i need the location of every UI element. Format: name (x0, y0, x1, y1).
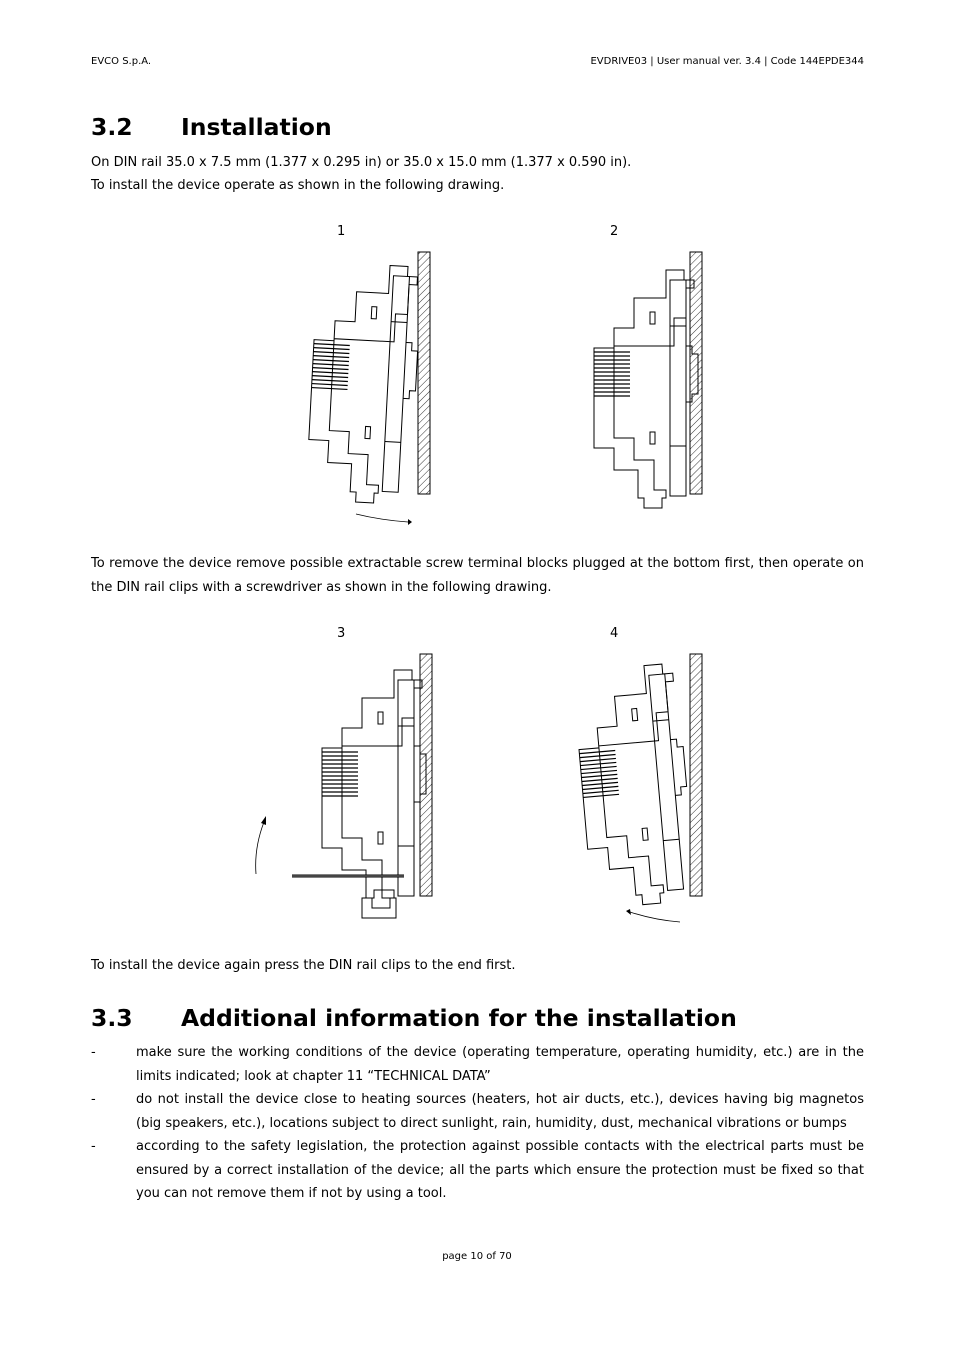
device-step-1 (306, 262, 422, 505)
bullet-marker: - (91, 1092, 96, 1107)
figure-label-1: 1 (337, 224, 346, 239)
figure-label-4: 4 (610, 626, 619, 641)
section-heading-installation (91, 113, 332, 141)
terminal-block (362, 890, 396, 918)
install-instruction-text: To install the device operate as shown in the following drawing. (91, 178, 505, 193)
installation-figure (240, 220, 720, 530)
bullet-marker: - (91, 1045, 96, 1060)
rotate-arrow-3 (256, 822, 264, 874)
installation-drawing (240, 220, 720, 530)
list-item (91, 1088, 864, 1135)
device-step-2 (594, 270, 698, 508)
header-company: EVCO S.p.A. (91, 56, 152, 67)
din-rail-wall-2 (690, 252, 702, 494)
list-item-text: according to the safety legislation, the protection against possible contacts with the electrical parts must be ensured by a correct installation of the device; all the parts which ensure the protection must be fixed so that you can not remove them if not by using a tool. (136, 1139, 864, 1201)
header-doc-ref: EVDRIVE03 | User manual ver. 3.4 | Code 144EPDE344 (590, 56, 864, 67)
section-heading-additional-info (91, 1004, 737, 1032)
bullet-marker: - (91, 1139, 96, 1154)
removal-instruction-text: To remove the device remove possible extractable screw terminal blocks plugged at the bottom first, then operate on the DIN rail clips with a screwdriver as shown in the following drawing. (91, 556, 864, 595)
page-number: page 10 of 70 (442, 1251, 512, 1262)
din-rail-wall-4 (690, 654, 702, 896)
din-rail-wall-1 (418, 252, 430, 494)
device-step-3 (322, 670, 426, 908)
device-step-4 (572, 663, 696, 909)
section-title: Installation (181, 113, 332, 141)
section-title: Additional information for the installation (181, 1004, 737, 1032)
section-number: 3.2 (91, 113, 133, 141)
reinstall-text: To install the device again press the DIN rail clips to the end first. (91, 958, 516, 973)
list-item-text: do not install the device close to heating sources (heaters, hot air ducts, etc.), devices having big magnetos (big speakers, etc.), locations subject to direct sunlight, rain, humidity, dust, mechanical vibrations or bumps (136, 1092, 864, 1131)
list-item (91, 1135, 864, 1206)
list-item (91, 1041, 864, 1088)
removal-figure (240, 622, 720, 932)
additional-info-list (91, 1041, 864, 1206)
din-rail-wall-3 (420, 654, 432, 896)
section-number: 3.3 (91, 1004, 133, 1032)
rotate-arrow-1 (356, 514, 408, 522)
figure-label-2: 2 (610, 224, 619, 239)
figure-label-3: 3 (337, 626, 346, 641)
rotate-arrow-4 (630, 912, 680, 922)
din-rail-spec-text: On DIN rail 35.0 x 7.5 mm (1.377 x 0.295 in) or 35.0 x 15.0 mm (1.377 x 0.590 in). (91, 155, 632, 170)
list-item-text: make sure the working conditions of the device (operating temperature, operating humidity, etc.) are in the limits indicated; look at chapter 11 “TECHNICAL DATA” (136, 1045, 864, 1084)
removal-drawing (240, 622, 720, 932)
